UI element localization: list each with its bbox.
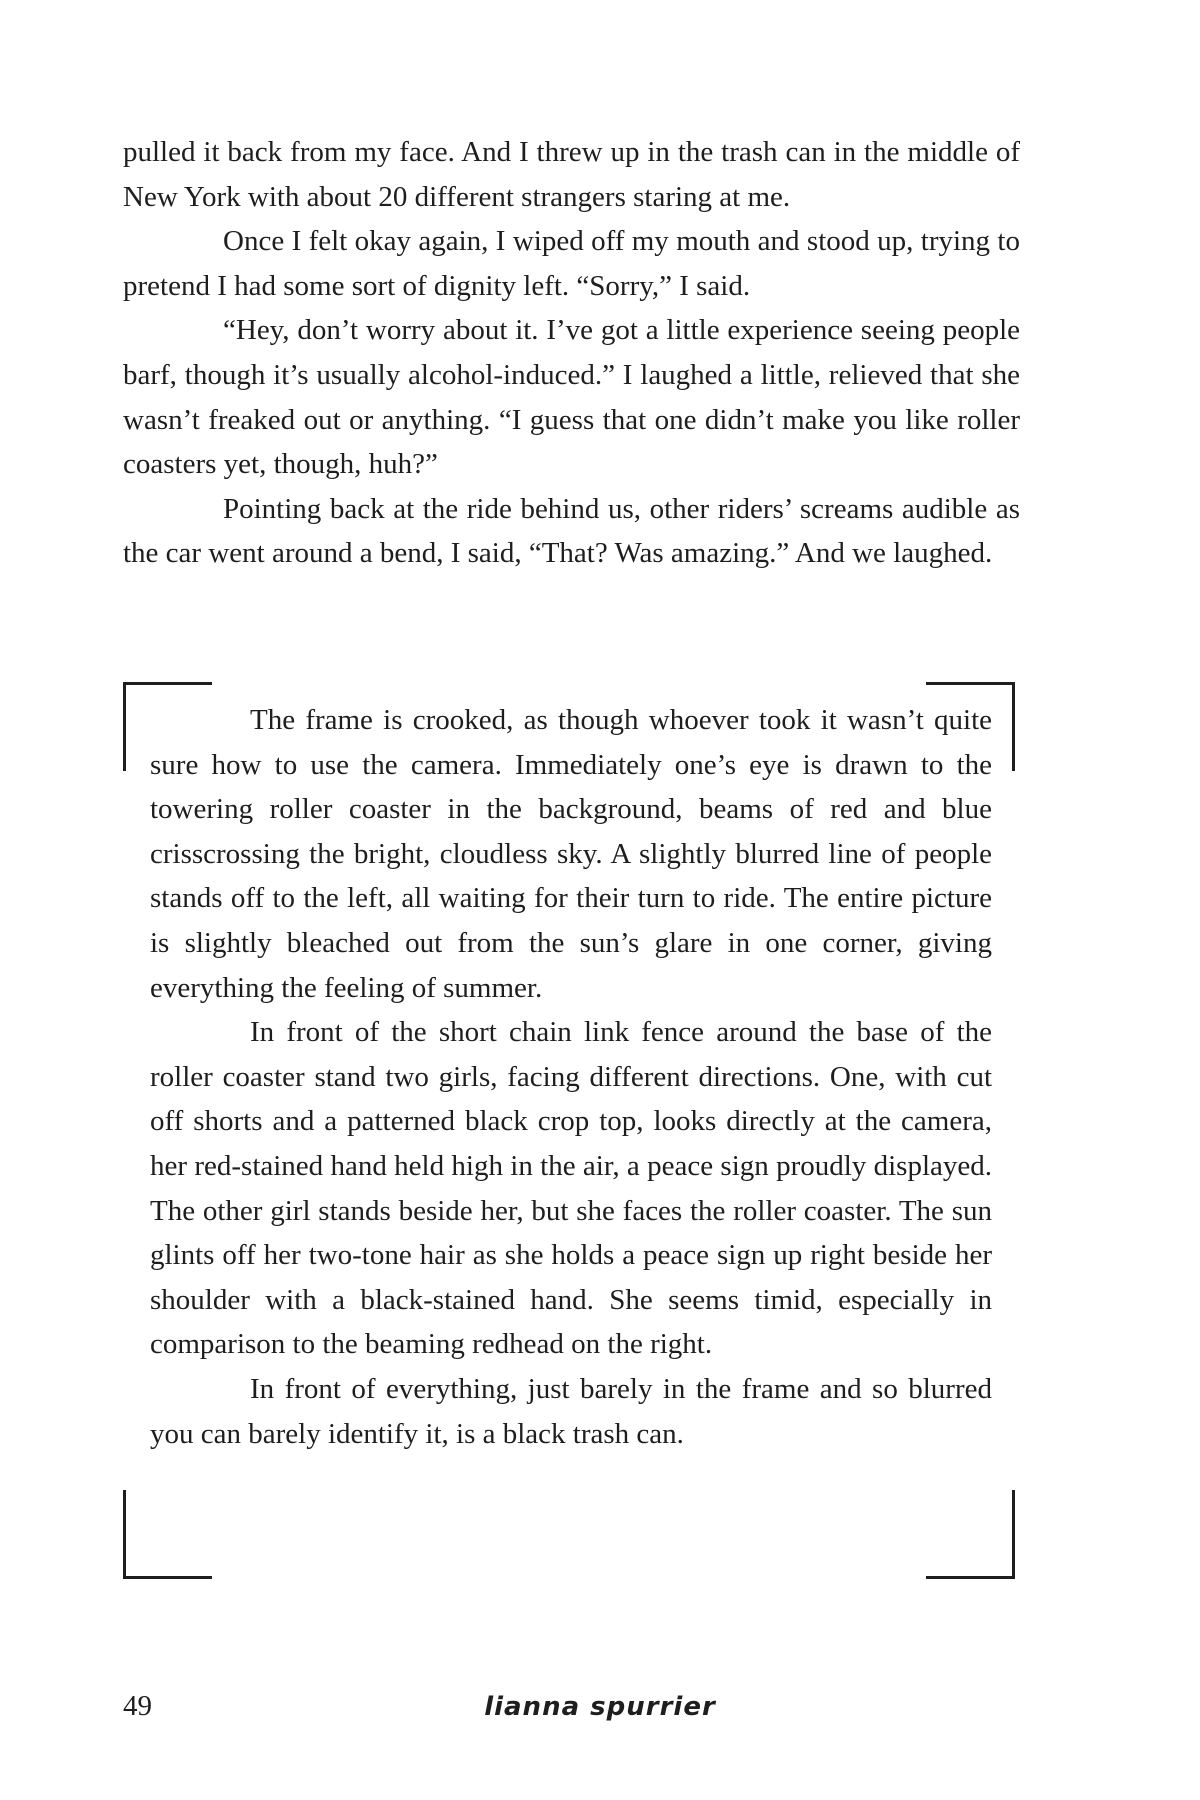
story-text bbox=[123, 130, 1020, 576]
paragraph: “Hey, don’t worry about it. I’ve got a little experience seeing people barf, though it’s usually alcohol-induced.” I laughed a little, relieved that she wasn’t freaked out or anything. “I guess that one didn’t make you like roller coasters yet, though, huh?” bbox=[123, 314, 1020, 481]
photo-description bbox=[150, 698, 992, 1456]
page-number: 49 bbox=[123, 1690, 152, 1722]
author-name: lianna spurrier bbox=[484, 1692, 716, 1722]
paragraph: In front of everything, just barely in the frame and so blurred you can barely identify it, is a black trash can. bbox=[150, 1372, 992, 1450]
paragraph: The frame is crooked, as though whoever took it wasn’t quite sure how to use the camera. Immediately one’s eye is drawn to the towering roller coaster in the background, beams of red and blue crisscrossing the bright, cloudless sky. A slightly blurred line of people stands off to the left, all waiting for their turn to ride. The entire picture is slightly bleached out from the sun’s glare in one corner, giving everything the feeling of summer. bbox=[150, 704, 992, 1004]
frame-corner-bottom-left bbox=[123, 1490, 212, 1579]
paragraph: Once I felt okay again, I wiped off my mouth and stood up, trying to pretend I had some sort of dignity left. “Sorry,” I said. bbox=[123, 225, 1020, 302]
paragraph: pulled it back from my face. And I threw up in the trash can in the middle of New York with about 20 different strangers staring at me. bbox=[123, 136, 1020, 213]
paragraph: Pointing back at the ride behind us, other riders’ screams audible as the car went around a bend, I said, “That? Was amazing.” And we laughed. bbox=[123, 492, 1020, 570]
frame-corner-bottom-right bbox=[926, 1490, 1015, 1579]
paragraph: In front of the short chain link fence around the base of the roller coaster stand two girls, facing different directions. One, with cut off shorts and a patterned black crop top, looks directly at the camera, her red-stained hand held high in the air, a peace sign proudly displayed. The other girl stands beside her, but she faces the roller coaster. The sun glints off her two-tone hair as she holds a peace sign up right beside her shoulder with a black-stained hand. She seems timid, especially in comparison to the beaming redhead on the right. bbox=[150, 1016, 992, 1361]
